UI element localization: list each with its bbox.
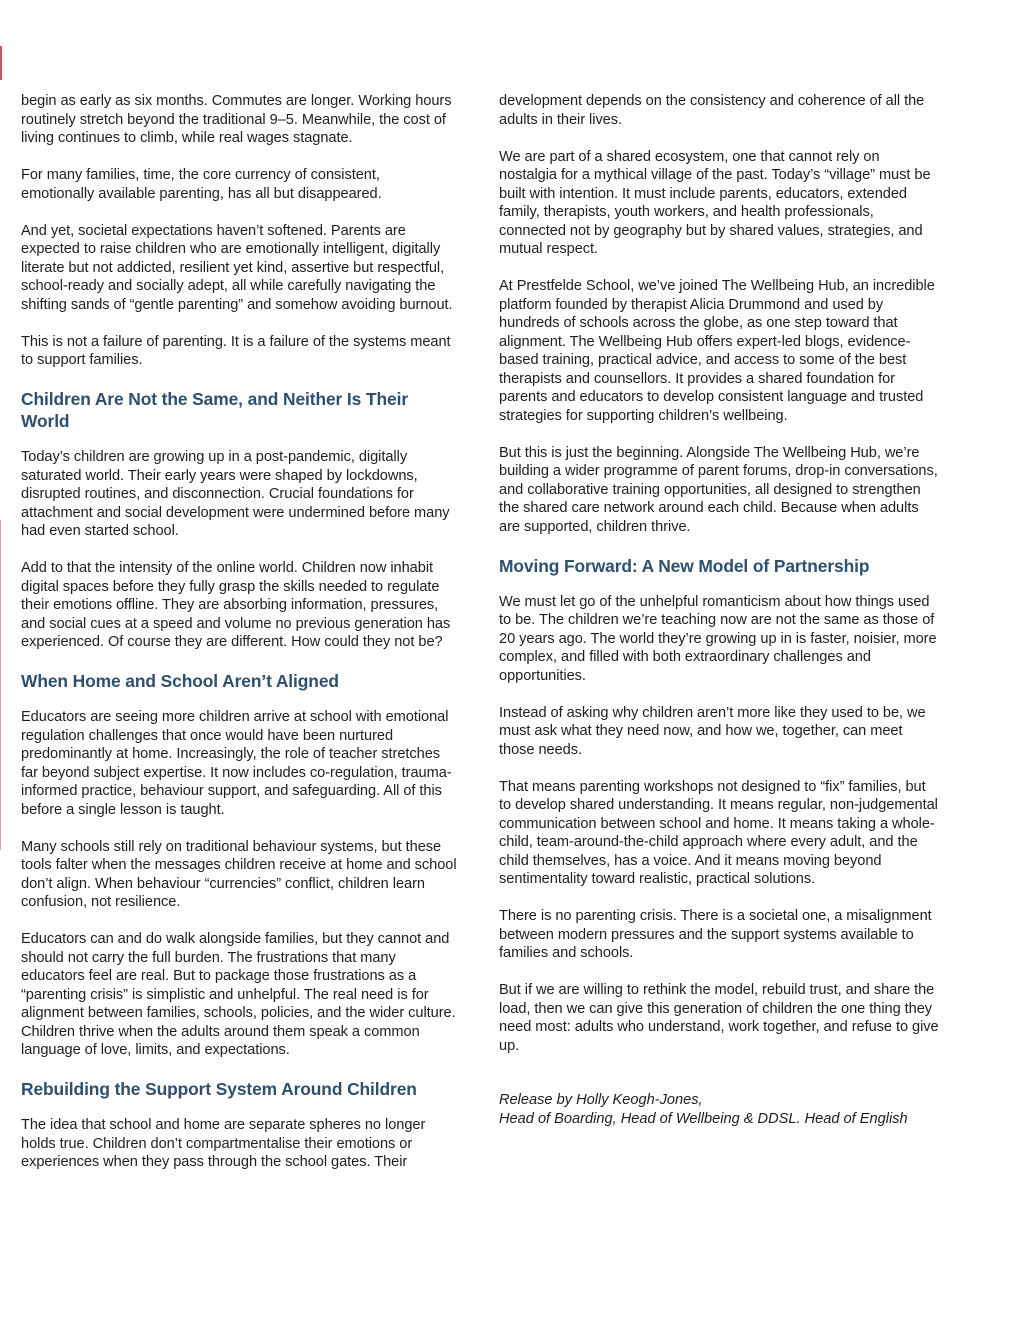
paragraph: Many schools still rely on traditional behaviour systems, but these tools falter when the messages children receive at home and school don’t align. When behaviour “currencies” conflict, children learn confusion, not resilience. (21, 838, 457, 910)
paragraph: Add to that the intensity of the online world. Children now inhabit digital spaces before they fully grasp the skills needed to regulate their emotions offline. They are absorbing information, pressures, and social cues at a speed and volume no previous generation has experienced. Of course they are different. How could they not be? (21, 560, 451, 650)
edge-mark-top (0, 46, 2, 80)
author-signature (499, 1091, 941, 1128)
paragraph: Educators are seeing more children arrive at school with emotional regulation challenges that once would have been nurtured predominantly at home. Increasingly, the role of teacher stretches far beyond subject expertise. It now includes co-regulation, trauma-informed practice, behaviour support, and safeguarding. All of this before a single lesson is taught. (21, 709, 452, 818)
paragraph: But if we are willing to rethink the model, rebuild trust, and share the load, then we can give this generation of children the one thing they need most: adults who understand, work together, and refuse to give up. (499, 982, 939, 1054)
paragraph: begin as early as six months. Commutes are longer. Working hours routinely stretch beyond the traditional 9–5. Meanwhile, the cost of living continues to climb, while real wages stagnate. (21, 93, 452, 146)
paragraph: And yet, societal expectations haven’t softened. Parents are expected to raise children who are emotionally intelligent, digitally literate but not addicted, resilient yet kind, assertive but respectful, school-ready and socially adept, all while carefully navigating the shifting sands of “gentle parenting” and somehow avoiding burnout. (21, 222, 453, 313)
paragraph: Educators can and do walk alongside families, but they cannot and should not carry the full burden. The frustrations that many educators feel are real. But to package those frustrations as a “parenting crisis” is simplistic and unhelpful. The real need is for alignment between families, schools, policies, and the wider culture. Children thrive when the adults around them speak a common language of love, limits, and expectations. (21, 931, 456, 1058)
paragraph: There is no parenting crisis. There is a societal one, a misalignment between modern pressures and the support systems available to families and schools. (499, 908, 932, 961)
paragraph: That means parenting workshops not designed to “fix” families, but to develop shared understanding. It means regular, non-judgemental communication between school and home. It means taking a whole-child, team-around-the-child approach where every adult, and the child themselves, has a voice. And it means moving beyond sentimentality toward realistic, practical solutions. (499, 778, 938, 887)
paragraph: development depends on the consistency and coherence of all the adults in their lives. (499, 93, 925, 128)
signature-name: Release by Holly Keogh-Jones, (499, 1092, 703, 1108)
paragraph: This is not a failure of parenting. It is a failure of the systems meant to support families. (21, 333, 451, 368)
left-column (21, 90, 457, 1190)
paragraph: But this is just the beginning. Alongside The Wellbeing Hub, we’re building a wider programme of parent forums, drop-in conversations, and collaborative training opportunities, all designed to strengthen the shared care network around each child. Because when adults are supported, children thrive. (499, 444, 938, 535)
paragraph: We are part of a shared ecosystem, one that cannot rely on nostalgia for a mythical village of the past. Today’s “village” must be built with intention. It must include parents, educators, extended family, therapists, youth workers, and health professionals, connected not by geography but by shared values, strategies, and mutual respect. (499, 148, 931, 257)
paragraph: We must let go of the unhelpful romanticism about how things used to be. The children we’re teaching now are not the same as those of 20 years ago. The world they’re growing up in is faster, noisier, more complex, and filled with both extraordinary challenges and opportunities. (499, 593, 937, 684)
paragraph: Today’s children are growing up in a post-pandemic, digitally saturated world. Their early years were shaped by lockdowns, disrupted routines, and disconnection. Crucial foundations for attachment and social development were undermined before many had even started school. (21, 449, 450, 539)
edge-mark-mid (0, 520, 1, 850)
paragraph: For many families, time, the core currency of consistent, emotionally available parenting, has all but disappeared. (21, 167, 382, 202)
section-heading: Rebuilding the Support System Around Children (21, 1079, 417, 1099)
paragraph: At Prestfelde School, we’ve joined The Wellbeing Hub, an incredible platform founded by therapist Alicia Drummond and used by hundreds of schools across the globe, as one step toward that alignment. The Wellbeing Hub offers expert-led blogs, evidence-based training, practical advice, and access to some of the best therapists and counsellors. It provides a shared foundation for parents and educators to develop consistent language and trusted strategies for supporting children’s wellbeing. (499, 278, 935, 424)
section-heading: Children Are Not the Same, and Neither Is Their World (21, 389, 408, 431)
paragraph: Instead of asking why children aren’t more like they used to be, we must ask what they need now, and how we, together, can meet those needs. (499, 704, 926, 758)
signature-roles: Head of Boarding, Head of Wellbeing & DDSL. Head of English (499, 1110, 908, 1127)
paragraph: The idea that school and home are separate spheres no longer holds true. Children don’t compartmentalise their emotions or experiences when they pass through the school gates. Their (21, 1117, 426, 1170)
section-heading: Moving Forward: A New Model of Partnership (499, 555, 870, 576)
section-heading: When Home and School Aren’t Aligned (21, 671, 339, 691)
right-column (499, 90, 941, 1128)
